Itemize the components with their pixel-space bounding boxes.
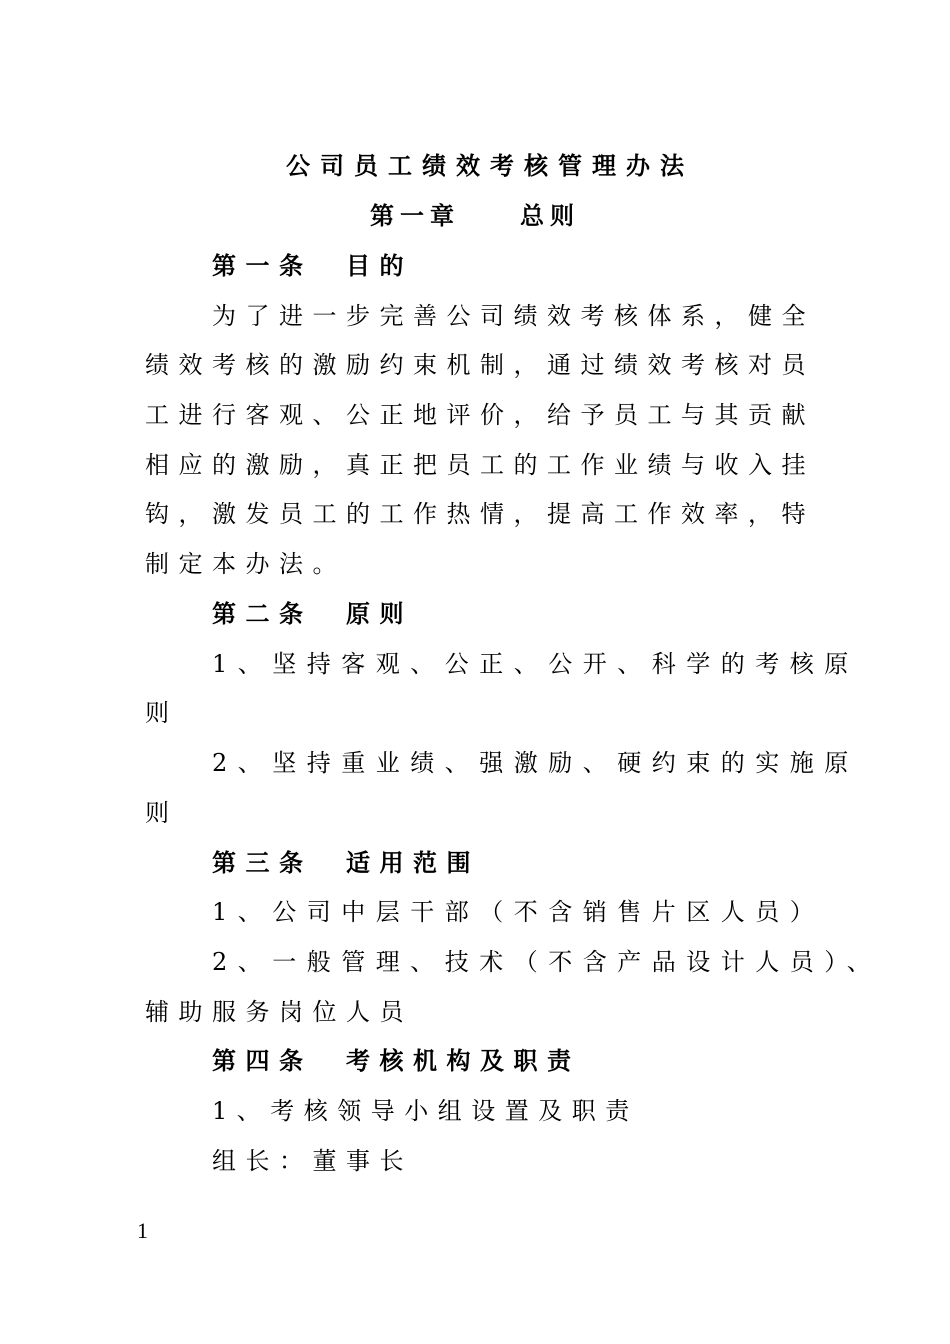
article-1-line-4: 相应的激励，真正把员工的工作业绩与收入挂 [145,451,815,479]
article-1-heading: 第一条 目的 [212,251,413,280]
article-3-item-2: 2、一般管理、技术（不含产品设计人员）、 [212,948,882,976]
article-3-item-2-continued: 辅助服务岗位人员 [145,998,413,1026]
document-title: 公司员工绩效考核管理办法 [286,151,694,180]
article-1-line-1: 为了进一步完善公司绩效考核体系，健全 [212,302,815,330]
article-3-heading: 第三条 适用范围 [212,848,480,877]
article-2-item-1-continued: 则 [145,699,179,727]
article-1-line-3: 工进行客观、公正地评价，给予员工与其贡献 [145,401,815,429]
article-4-heading: 第四条 考核机构及职责 [212,1046,581,1075]
article-4-item-1: 1、考核领导小组设置及职责 [212,1097,639,1125]
chapter-heading: 第一章 总则 [370,201,580,230]
article-3-item-1: 1、公司中层干部（不含销售片区人员） [212,898,825,926]
article-2-item-1: 1、坚持客观、公正、公开、科学的考核原 [212,650,859,678]
article-2-item-2-continued: 则 [145,799,179,827]
article-2-heading: 第二条 原则 [212,599,413,628]
article-1-line-2: 绩效考核的激励约束机制，通过绩效考核对员 [145,351,815,379]
article-4-leader: 组长：董事长 [212,1147,413,1175]
article-1-line-6: 制定本办法。 [145,550,346,578]
article-1-line-5: 钩，激发员工的工作热情，提高工作效率，特 [145,500,815,528]
page-number: 1 [137,1218,148,1243]
article-2-item-2: 2、坚持重业绩、强激励、硬约束的实施原 [212,749,859,777]
